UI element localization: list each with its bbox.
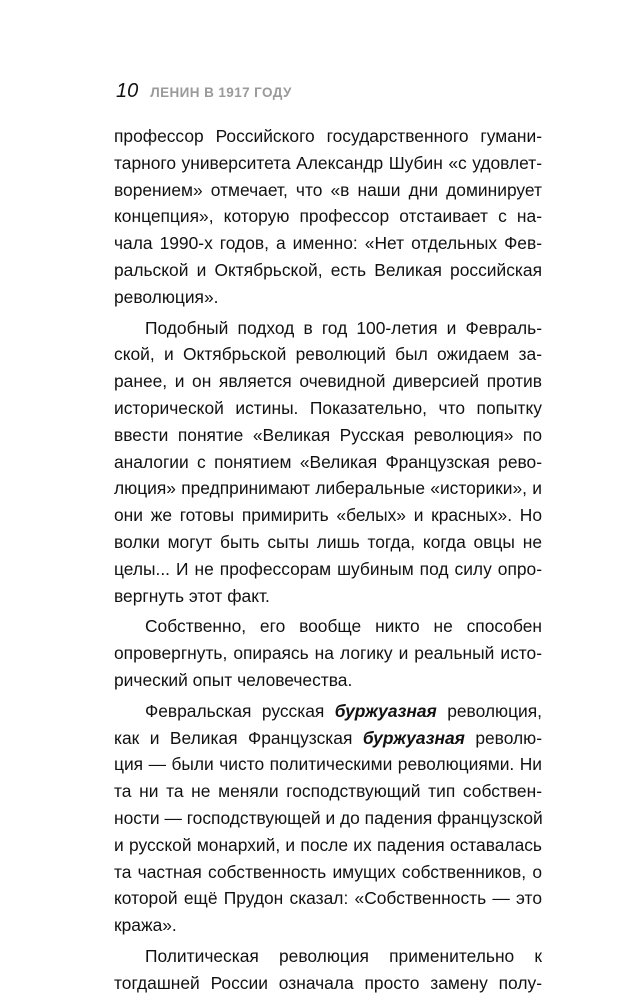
text-line: чала 1990-х годов, а именно: «Нет отдельных Фев-	[114, 233, 542, 254]
text-line: целы... И не профессорам шубиным под силу опро-	[114, 558, 542, 579]
paragraph	[114, 613, 542, 693]
text-line	[114, 725, 542, 752]
text-line: рический опыт человечества.	[114, 669, 353, 690]
text-line: исторической истины. Показательно, что попытку	[114, 397, 542, 418]
text-line: та ни та не меняли господствующий тип собствен-	[114, 781, 542, 802]
text-line	[114, 698, 542, 725]
text-line: концепция», которую профессор отстаивает с на-	[114, 206, 542, 227]
emphasized-word: буржуазная	[362, 727, 465, 748]
text-line: Политическая революция применительно к	[145, 945, 542, 966]
text-line: аналогии с понятием «Великая Французская рево-	[114, 451, 542, 472]
text-line: тогдашней России означала просто замену полу-	[114, 972, 542, 993]
text-line: вергнуть этот факт.	[114, 585, 270, 606]
text-line: ранее, и он является очевидной диверсией против	[114, 371, 542, 392]
text-line: Подобный подход в год 100-летия и Февраль-	[145, 317, 542, 338]
book-title: ЛЕНИН В 1917 ГОДУ	[150, 85, 292, 100]
page-number: 10	[116, 80, 139, 102]
text-line: люция» предпринимают либеральные «историки», и	[114, 478, 542, 499]
paragraph	[114, 698, 542, 939]
text-line: и русской монархий, и после их падения оставалась	[114, 834, 542, 855]
text-line: тарного университета Александр Шубин «с удовлет-	[114, 152, 542, 173]
paragraph	[114, 943, 542, 997]
text-body	[114, 123, 542, 997]
paragraph	[114, 315, 542, 610]
paragraph	[114, 123, 542, 311]
text-run: Февральская русская	[145, 700, 335, 721]
text-line: профессор Российского государственного гумани-	[114, 126, 542, 146]
text-run: револю-	[464, 727, 542, 748]
text-line: ральской и Октябрьской, есть Великая российская	[114, 259, 542, 280]
text-line: ция — были чисто политическими революциями. Ни	[114, 754, 542, 775]
running-header	[116, 80, 292, 104]
text-run: революция,	[436, 700, 542, 721]
text-line: они же готовы примирить «белых» и красных». Но	[114, 505, 542, 526]
emphasized-word: буржуазная	[334, 700, 437, 721]
text-line: которой ещё Прудон сказал: «Собственность — это	[114, 888, 542, 909]
text-line: ности — господствующей и до падения французской	[114, 807, 543, 828]
text-line: ской, и Октябрьской революций был ожидаем за-	[114, 344, 542, 365]
text-line: та частная собственность имущих собственников, о	[114, 861, 542, 882]
text-line: ввести понятие «Великая Русская революция» по	[114, 424, 542, 445]
text-line: революция».	[114, 286, 219, 307]
text-line: ворением» отмечает, что «в наши дни доминирует	[114, 179, 542, 200]
text-run: как и Великая Французская	[114, 727, 363, 748]
text-line: кража».	[114, 915, 177, 936]
text-line: Собственно, его вообще никто не способен	[145, 616, 542, 637]
text-line: волки могут быть сыты лишь тогда, когда овцы не	[114, 531, 542, 552]
text-line: опровергнуть, опираясь на логику и реальный исто-	[114, 643, 542, 664]
